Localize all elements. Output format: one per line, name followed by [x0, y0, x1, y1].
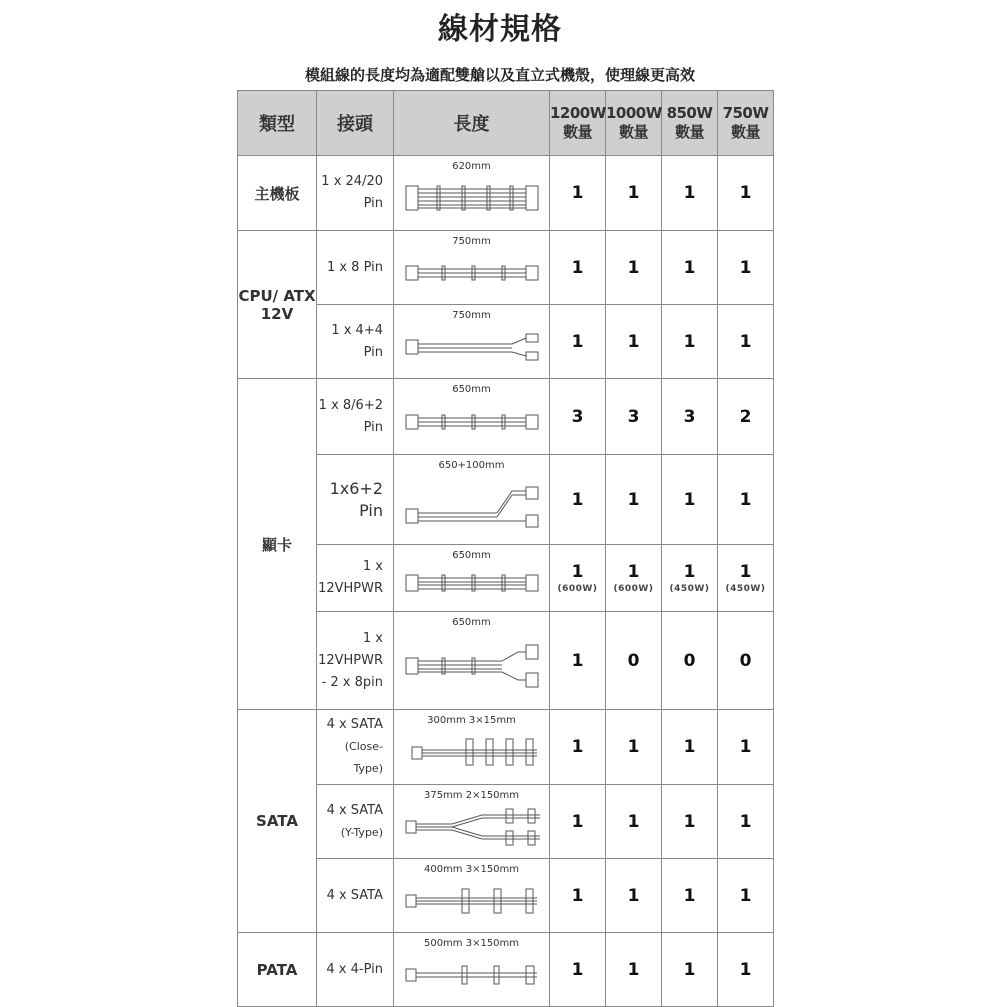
connector-cell: 4 x SATA (Close-Type): [317, 710, 394, 785]
cable-spec-table: [237, 90, 774, 1007]
type-sata: SATA: [238, 710, 317, 933]
qty-750w: 1: [718, 785, 774, 859]
cable-image-8-6plus2pin: 650mm: [394, 379, 550, 455]
qty-850w: 1: [662, 859, 718, 933]
qty-750w: 1 (450W): [718, 545, 774, 612]
table-row: [238, 933, 774, 1007]
cable-image-sata: 400mm 3×150mm: [394, 859, 550, 933]
qty-1000w: 1: [606, 710, 662, 785]
qty-750w: 1: [718, 305, 774, 379]
header-1000w: 1000W 數量: [606, 91, 662, 156]
qty-1000w: 0: [606, 612, 662, 710]
table-row: [238, 455, 774, 545]
connector-cell: 1 x 24/20 Pin: [317, 156, 394, 231]
qty-1000w: 1: [606, 231, 662, 305]
table-row: [238, 156, 774, 231]
qty-1000w: 1 (600W): [606, 545, 662, 612]
qty-1000w: 1: [606, 305, 662, 379]
qty-1200w: 1: [550, 933, 606, 1007]
header-850w: 850W 數量: [662, 91, 718, 156]
qty-1200w: 1 (600W): [550, 545, 606, 612]
type-motherboard: 主機板: [238, 156, 317, 231]
qty-850w: 0: [662, 612, 718, 710]
qty-850w: 1: [662, 710, 718, 785]
header-1200w: 1200W 數量: [550, 91, 606, 156]
qty-1200w: 1: [550, 859, 606, 933]
cable-image-8pin: 750mm: [394, 231, 550, 305]
table-row: [238, 379, 774, 455]
connector-cell: 1 x 12VHPWR - 2 x 8pin: [317, 612, 394, 710]
qty-1000w: 1: [606, 933, 662, 1007]
type-cpu-atx: CPU/ ATX 12V: [238, 231, 317, 379]
qty-1000w: 1: [606, 785, 662, 859]
cable-image-sata-ytype: 375mm 2×150mm: [394, 785, 550, 859]
connector-cell: 1 x 12VHPWR: [317, 545, 394, 612]
table-row: [238, 710, 774, 785]
qty-850w: 1: [662, 305, 718, 379]
cable-image-12vhpwr: 650mm: [394, 545, 550, 612]
qty-1200w: 1: [550, 455, 606, 545]
cable-image-sata-close: 300mm 3×15mm: [394, 710, 550, 785]
table-header-row: [238, 91, 774, 156]
header-length: 長度: [394, 91, 550, 156]
page-title: 線材規格: [438, 12, 562, 47]
qty-1000w: 1: [606, 455, 662, 545]
qty-850w: 1 (450W): [662, 545, 718, 612]
header-type: 類型: [238, 91, 317, 156]
qty-850w: 3: [662, 379, 718, 455]
page-subtitle: 模組線的長度均為適配雙艙以及直立式機殼，使理線更高效: [304, 66, 695, 84]
qty-1200w: 1: [550, 231, 606, 305]
qty-1200w: 1: [550, 785, 606, 859]
qty-850w: 1: [662, 785, 718, 859]
cable-image-4plus4pin: 750mm: [394, 305, 550, 379]
table-row: [238, 612, 774, 710]
cable-image-24pin: 620mm: [394, 156, 550, 231]
connector-cell: 1x6+2 Pin: [317, 455, 394, 545]
qty-850w: 1: [662, 933, 718, 1007]
header-connector: 接頭: [317, 91, 394, 156]
header-750w: 750W 數量: [718, 91, 774, 156]
qty-1000w: 1: [606, 156, 662, 231]
connector-cell: 4 x SATA: [317, 859, 394, 933]
qty-1200w: 3: [550, 379, 606, 455]
cable-image-12vhpwr-2x8pin: 650mm: [394, 612, 550, 710]
connector-cell: 1 x 8/6+2 Pin: [317, 379, 394, 455]
table-row: [238, 231, 774, 305]
qty-750w: 1: [718, 231, 774, 305]
table-row: [238, 785, 774, 859]
qty-750w: 1: [718, 455, 774, 545]
table-row: [238, 305, 774, 379]
qty-850w: 1: [662, 156, 718, 231]
qty-1000w: 3: [606, 379, 662, 455]
qty-750w: 1: [718, 156, 774, 231]
qty-750w: 1: [718, 933, 774, 1007]
qty-1200w: 1: [550, 156, 606, 231]
cable-image-6plus2pin-dual: 650+100mm: [394, 455, 550, 545]
connector-cell: 4 x 4-Pin: [317, 933, 394, 1007]
type-gpu: 顯卡: [238, 379, 317, 710]
qty-1200w: 1: [550, 612, 606, 710]
qty-750w: 1: [718, 710, 774, 785]
qty-850w: 1: [662, 231, 718, 305]
qty-750w: 0: [718, 612, 774, 710]
qty-1200w: 1: [550, 305, 606, 379]
qty-1000w: 1: [606, 859, 662, 933]
qty-750w: 2: [718, 379, 774, 455]
cable-image-pata: 500mm 3×150mm: [394, 933, 550, 1007]
qty-1200w: 1: [550, 710, 606, 785]
type-pata: PATA: [238, 933, 317, 1007]
connector-cell: 4 x SATA (Y-Type): [317, 785, 394, 859]
qty-750w: 1: [718, 859, 774, 933]
connector-cell: 1 x 8 Pin: [317, 231, 394, 305]
qty-850w: 1: [662, 455, 718, 545]
connector-cell: 1 x 4+4 Pin: [317, 305, 394, 379]
table-row: [238, 859, 774, 933]
table-row: [238, 545, 774, 612]
